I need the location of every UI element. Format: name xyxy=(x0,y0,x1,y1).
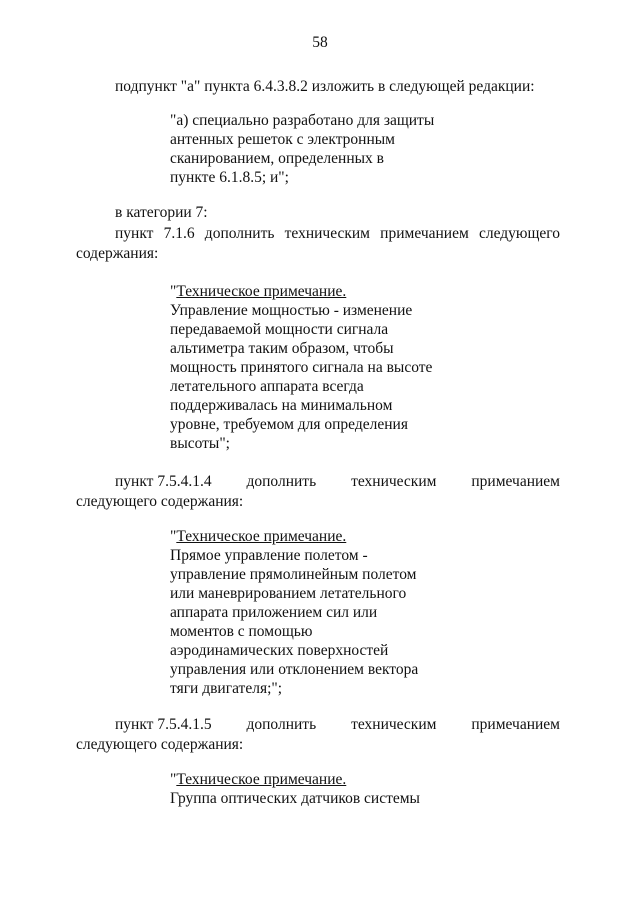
instruction-word: техническим xyxy=(351,473,437,490)
instruction-word: техническим xyxy=(351,716,437,733)
para3-note-line: аэродинамических поверхностей xyxy=(170,642,389,659)
note-title: Техническое примечание. xyxy=(176,283,347,300)
para1-quote-line: пункте 6.1.8.5; и"; xyxy=(170,169,289,186)
para1-quote-line: "а) специально разработано для защиты xyxy=(170,112,435,129)
para3-note-title-line xyxy=(170,528,346,546)
para1-intro: подпункт "а" пункта 6.4.3.8.2 изложить в следующей редакции: xyxy=(115,78,535,95)
para2-note-line: передаваемой мощности сигнала xyxy=(170,321,389,338)
para3-note-line: моментов с помощью xyxy=(170,623,313,640)
para2-category: в категории 7: xyxy=(115,204,208,221)
para2-note-line: альтиметра таким образом, чтобы xyxy=(170,340,394,357)
instruction-word: пункт 7.5.4.1.5 xyxy=(115,716,212,733)
note-title: Техническое примечание. xyxy=(176,528,347,545)
para2-note-line: уровне, требуемом для определения xyxy=(170,416,408,433)
instruction-word: примечанием xyxy=(471,473,560,490)
page-number: 58 xyxy=(312,34,328,51)
quote-mark: " xyxy=(170,283,177,300)
instruction-word: дополнить xyxy=(246,473,317,490)
para3-instruction-line2: следующего содержания: xyxy=(76,493,244,510)
quote-mark: " xyxy=(170,771,177,788)
para3-note-line: управления или отклонением вектора xyxy=(170,661,419,678)
para3-note-line: или маневрированием летательного xyxy=(170,585,407,602)
instruction-word: примечанием xyxy=(471,716,560,733)
instruction-word: дополнить xyxy=(246,716,317,733)
para1-quote-line: антенных решеток с электронным xyxy=(170,131,395,148)
para3-note-line: аппарата приложением сил или xyxy=(170,604,378,621)
para2-instruction-line1: пункт 7.1.6 дополнить техническим примечанием следующего xyxy=(115,225,560,242)
note-title: Техническое примечание. xyxy=(176,771,347,788)
para4-instruction-line2: следующего содержания: xyxy=(76,736,244,753)
para4-note-title-line xyxy=(170,771,346,789)
para4-note-line: Группа оптических датчиков системы xyxy=(170,790,420,807)
para3-note-line: Прямое управление полетом - xyxy=(170,547,368,564)
instruction-word: пункт 7.5.4.1.4 xyxy=(115,473,212,490)
para2-note-line: Управление мощностью - изменение xyxy=(170,302,413,319)
para2-note-title-line xyxy=(170,283,346,301)
quote-mark: " xyxy=(170,528,177,545)
para4-instruction-line1 xyxy=(115,716,560,734)
para2-note-line: летательного аппарата всегда xyxy=(170,378,364,395)
para2-note-line: мощность принятого сигнала на высоте xyxy=(170,359,433,376)
para2-note-line: поддерживалась на минимальном xyxy=(170,397,393,414)
para2-instruction-line2: содержания: xyxy=(76,245,159,262)
para2-note-line: высоты"; xyxy=(170,435,230,452)
para3-instruction-line1 xyxy=(115,473,560,491)
para1-quote-line: сканированием, определенных в xyxy=(170,150,384,167)
para3-note-line: управление прямолинейным полетом xyxy=(170,566,417,583)
para3-note-line: тяги двигателя;"; xyxy=(170,680,283,697)
